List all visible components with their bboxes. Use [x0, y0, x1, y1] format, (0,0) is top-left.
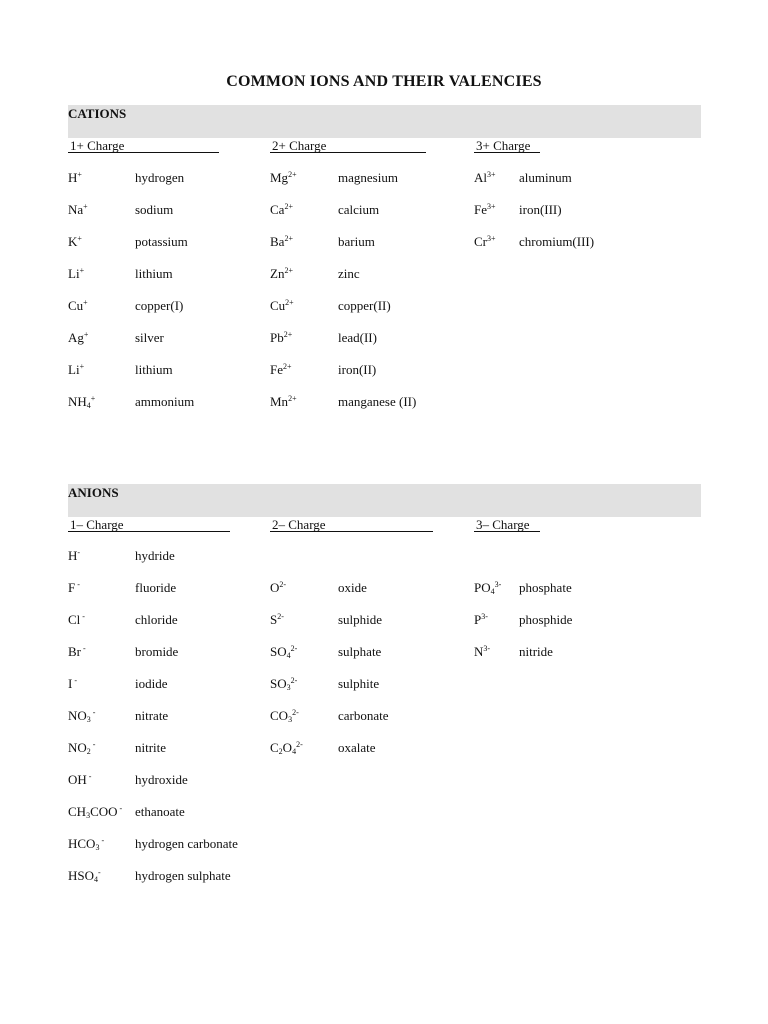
ion-name: zinc	[338, 266, 360, 281]
ion-symbol: F -	[68, 580, 80, 595]
ion-name: calcium	[338, 202, 380, 217]
cations-heading-band	[68, 105, 701, 138]
ion-name: iron(II)	[338, 362, 377, 377]
ion-name: carbonate	[338, 708, 389, 723]
ion-name: hydrogen	[135, 170, 185, 185]
ion-symbol: I -	[68, 676, 78, 691]
ion-name: phosphate	[519, 580, 572, 595]
ion-name: bromide	[135, 644, 179, 659]
ion-name: chloride	[135, 612, 178, 627]
ion-name: sodium	[135, 202, 174, 217]
ion-symbol: $S^{2-}$	[270, 612, 284, 627]
anions-1minus-header: 1– Charge	[68, 517, 230, 532]
ion-symbol: OH -	[68, 772, 92, 787]
ion-symbol: $SO_3^{2-}$	[270, 676, 298, 692]
page-title: COMMON IONS AND THEIR VALENCIES	[226, 73, 542, 90]
ion-symbol: K+	[68, 234, 82, 249]
ion-name: aluminum	[519, 170, 572, 185]
ion-name: magnesium	[338, 170, 398, 185]
ion-name: hydroxide	[135, 772, 188, 787]
ion-symbol: $CO_3^{2-}$	[270, 708, 299, 724]
ion-symbol: Li+	[68, 362, 85, 377]
ion-name: copper(I)	[135, 298, 184, 313]
ion-symbol: $PO_4^{3-}$	[474, 580, 502, 596]
ion-name: iron(III)	[519, 202, 562, 217]
ion-symbol: $NH_4^+$	[68, 394, 96, 410]
ion-name: hydrogen sulphate	[135, 868, 231, 883]
ion-symbol: $N^{3-}$	[474, 644, 491, 659]
ion-symbol: $Mg^{2+}$	[270, 170, 297, 185]
ion-symbol: $Pb^{2+}$	[270, 330, 293, 345]
anions-heading: ANIONS	[68, 485, 119, 500]
ion-name: barium	[338, 234, 375, 249]
ion-name: oxide	[338, 580, 367, 595]
ion-symbol: $Fe^{2+}$	[270, 362, 292, 377]
ion-name: sulphate	[338, 644, 382, 659]
ion-symbol: Cl -	[68, 612, 85, 627]
ion-symbol: $Al^{3+}$	[474, 170, 496, 185]
anions-heading-band	[68, 484, 701, 517]
ion-symbol: $HSO_4^-$	[68, 868, 101, 884]
ion-name: oxalate	[338, 740, 376, 755]
ion-name: sulphite	[338, 676, 380, 691]
ion-symbol: $NO_2$ -	[68, 740, 96, 756]
ion-symbol: $CH_3COO$ -	[68, 804, 123, 820]
ion-name: lithium	[135, 266, 173, 281]
ion-symbol: Cu+	[68, 298, 88, 313]
ion-symbol: $NO_3$ -	[68, 708, 96, 724]
ion-symbol: $P^{3-}$	[474, 612, 488, 627]
ion-symbol: $C_2O_4^{2-}$	[270, 740, 303, 756]
ion-symbol: $HCO_3$ -	[68, 836, 105, 852]
ion-name: sulphide	[338, 612, 383, 627]
cations-3plus-header: 3+ Charge	[474, 138, 540, 153]
ion-name: hydride	[135, 548, 175, 563]
ion-name: nitrite	[135, 740, 167, 755]
ion-name: lead(II)	[338, 330, 377, 345]
cations-2plus-header: 2+ Charge	[270, 138, 426, 153]
anions-2minus-header: 2– Charge	[270, 517, 433, 532]
ion-name: ethanoate	[135, 804, 185, 819]
ion-symbol: $Mn^{2+}$	[270, 394, 297, 409]
ion-name: nitrate	[135, 708, 169, 723]
ion-symbol: Na+	[68, 202, 88, 217]
ion-symbol: $Cu^{2+}$	[270, 298, 294, 313]
anions-3minus-header: 3– Charge	[474, 517, 540, 532]
ion-name: silver	[135, 330, 164, 345]
ion-symbol: H+	[68, 170, 82, 185]
ion-name: manganese (II)	[338, 394, 417, 409]
ion-symbol: Li+	[68, 266, 85, 281]
ion-symbol: H-	[68, 548, 81, 563]
ion-name: fluoride	[135, 580, 177, 595]
ion-name: copper(II)	[338, 298, 391, 313]
ion-symbol: $Zn^{2+}$	[270, 266, 293, 281]
ion-name: iodide	[135, 676, 168, 691]
ion-symbol: $O^{2-}$	[270, 580, 287, 595]
ion-name: ammonium	[135, 394, 195, 409]
ion-name: potassium	[135, 234, 188, 249]
ion-name: chromium(III)	[519, 234, 595, 249]
ion-symbol: $SO_4^{2-}$	[270, 644, 298, 660]
cations-heading: CATIONS	[68, 106, 127, 121]
ion-name: lithium	[135, 362, 173, 377]
ion-symbol: $Ba^{2+}$	[270, 234, 293, 249]
ion-name: phosphide	[519, 612, 573, 627]
cations-1plus-header: 1+ Charge	[68, 138, 219, 153]
ion-symbol: Br -	[68, 644, 86, 659]
ion-name: hydrogen carbonate	[135, 836, 238, 851]
ion-symbol: $Ca^{2+}$	[270, 202, 293, 217]
ion-symbol: $Fe^{3+}$	[474, 202, 496, 217]
ion-symbol: Ag+	[68, 330, 89, 345]
ion-name: nitride	[519, 644, 553, 659]
ion-symbol: $Cr^{3+}$	[474, 234, 496, 249]
